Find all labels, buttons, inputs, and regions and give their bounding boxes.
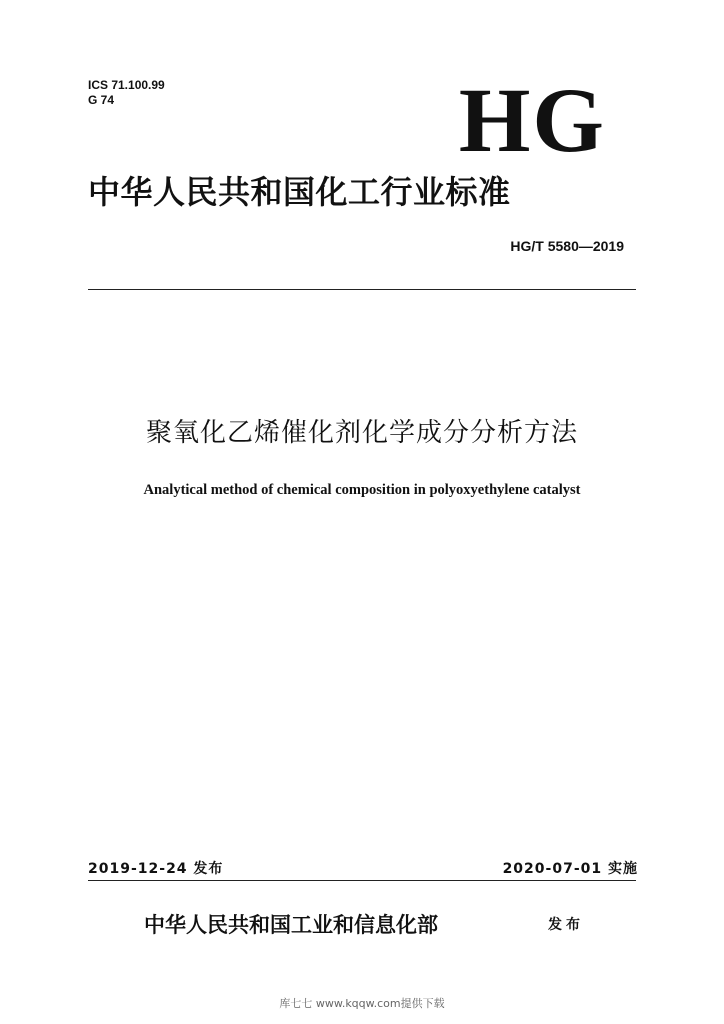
- issue-date: 2019-12-24 发布: [88, 861, 224, 877]
- document-title-english: Analytical method of chemical composition in polyoxyethylene catalyst: [143, 482, 581, 498]
- hg-logo: HG: [458, 69, 606, 171]
- issuing-authority-suffix: 发布: [548, 917, 584, 933]
- standard-category-title: 中华人民共和国化工行业标准: [88, 173, 511, 211]
- implementation-date: 2020-07-01 实施: [502, 861, 638, 877]
- classification-codes: [88, 78, 165, 108]
- standard-number: HG/T 5580—2019: [510, 238, 624, 254]
- bottom-divider: [88, 880, 636, 881]
- download-watermark: 库七七 www.kqqw.com提供下载: [279, 997, 445, 1010]
- ics-code: ICS 71.100.99: [88, 78, 165, 92]
- ccs-code: G 74: [88, 93, 115, 107]
- document-title-chinese: 聚氧化乙烯催化剂化学成分分析方法: [145, 418, 578, 448]
- top-divider: [88, 289, 636, 290]
- issuing-authority: 中华人民共和国工业和信息化部: [144, 913, 438, 937]
